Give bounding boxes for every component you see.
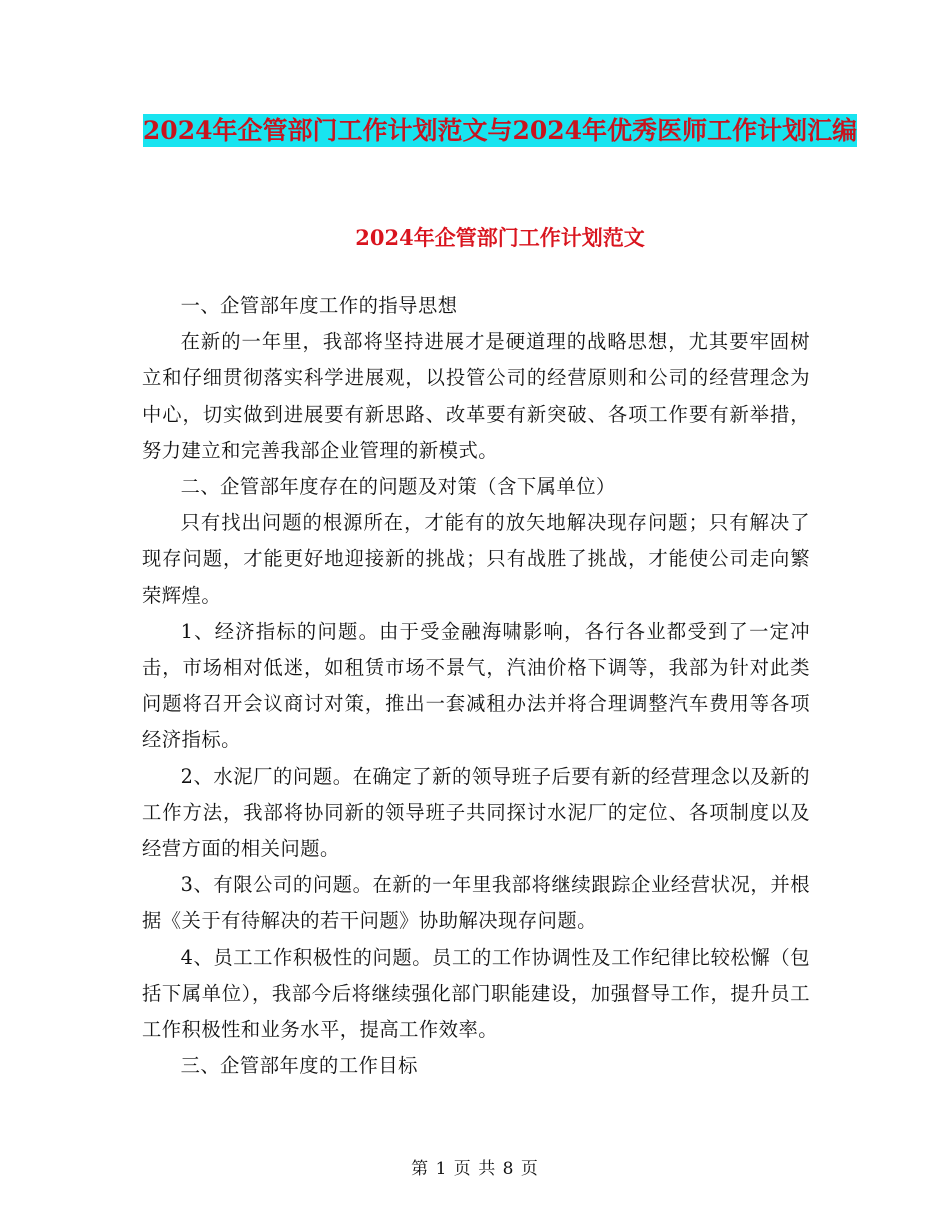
paragraph-problems-intro: 只有找出问题的根源所在，才能有的放矢地解决现存问题；只有解决了现存问题，才能更好地迎接新的挑战；只有战胜了挑战，才能使公司走向繁荣辉煌。 <box>142 511 810 607</box>
page-number-footer: 第 1 页 共 8 页 <box>411 1159 539 1179</box>
paragraph-limited-company: 3、有限公司的问题。在新的一年里我部将继续跟踪企业经营状况，并根据《关于有待解决的若干问题》协助解决现存问题。 <box>142 873 810 933</box>
heading-problems-and-measures: 二、企管部年度存在的问题及对策（含下属单位） <box>180 475 616 499</box>
heading-annual-goals: 三、企管部年度的工作目标 <box>180 1054 418 1078</box>
paragraph-cement-plant: 2、水泥厂的问题。在确定了新的领导班子后要有新的经营理念以及新的工作方法，我部将协同新的领导班子共同探讨水泥厂的定位、各项制度以及经营方面的相关问题。 <box>142 764 810 861</box>
document-body <box>142 288 810 1084</box>
paragraph-staff-motivation: 4、员工工作积极性的问题。员工的工作协调性及工作纪律比较松懈（包括下属单位），我部今后将继续强化部门职能建设，加强督导工作，提升员工工作积极性和业务水平，提高工作效率。 <box>142 945 810 1042</box>
section-title: 2024年企管部门工作计划范文 <box>355 225 645 250</box>
document-title-text: 2024年企管部门工作计划范文与2024年优秀医师工作计划汇编 <box>142 116 858 145</box>
paragraph-guiding-ideology: 在新的一年里，我部将坚持进展才是硬道理的战略思想，尤其要牢固树立和仔细贯彻落实科学进展观，以投管公司的经营原则和公司的经营理念为中心，切实做到进展要有新思路、改革要有新突破、各项工作要有新举措，努力建立和完善我部企业管理的新模式。 <box>142 330 810 462</box>
paragraph-economic-indicators: 1、经济指标的问题。由于受金融海啸影响，各行各业都受到了一定冲击，市场相对低迷，如租赁市场不景气，汽油价格下调等，我部为针对此类问题将召开会议商讨对策，推出一套减租办法并将合理调整汽车费用等各项经济指标。 <box>142 619 810 752</box>
heading-guiding-ideology: 一、企管部年度工作的指导思想 <box>180 294 458 317</box>
document-title <box>140 108 860 154</box>
